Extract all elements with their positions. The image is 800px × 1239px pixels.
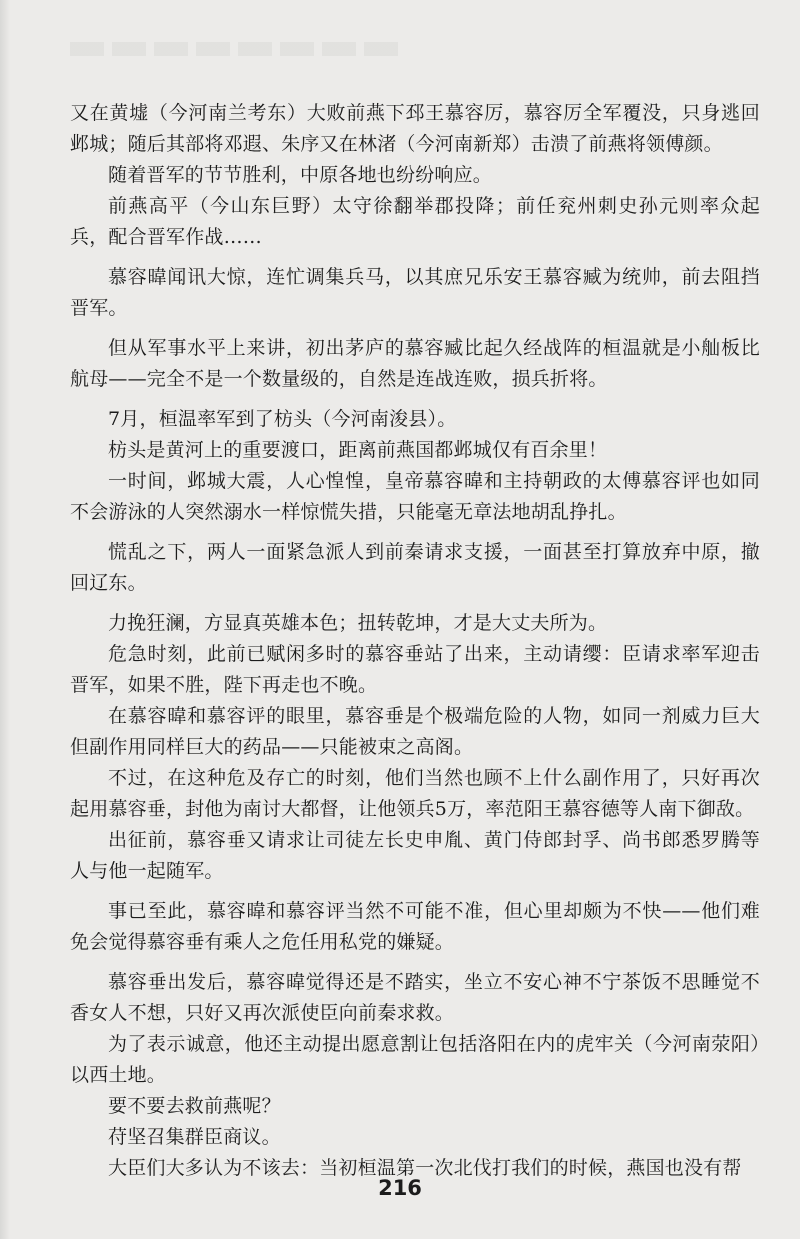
- page-number: 216: [378, 1176, 422, 1200]
- paragraph: 枋头是黄河上的重要渡口，距离前燕国都邺城仅有百余里！: [108, 439, 608, 461]
- paragraph: 要不要去救前燕呢？: [108, 1095, 281, 1117]
- paragraph: 7月，桓温率军到了枋头（今河南浚县）。: [108, 408, 457, 430]
- page-gutter-shadow: [0, 0, 10, 1239]
- paragraph: 为了表示诚意，他还主动提出愿意割让包括洛阳在内的虎牢关（今河南荥阳）以西土地。: [70, 1033, 760, 1086]
- paragraph: 一时间，邺城大震，人心惶惶，皇帝慕容暐和主持朝政的太傅慕容评也如同不会游泳的人突然溺水一样惊慌失措，只能毫无章法地胡乱挣扎。: [70, 470, 760, 523]
- paragraph: 在慕容暐和慕容评的眼里，慕容垂是个极端危险的人物，如同一剂威力巨大但副作用同样巨大的药品——只能被束之高阁。: [70, 705, 760, 758]
- paragraph: 前燕高平（今山东巨野）太守徐翻举郡投降；前任兖州刺史孙元则率众起兵，配合晋军作战……: [70, 195, 760, 248]
- paragraph: 不过，在这种危及存亡的时刻，他们当然也顾不上什么副作用了，只好再次起用慕容垂，封他为南讨大都督，让他领兵5万，率范阳王慕容德等人南下御敌。: [70, 767, 760, 820]
- paragraph: 慕容垂出发后，慕容暐觉得还是不踏实，坐立不安心神不宁茶饭不思睡觉不香女人不想，只好又再次派使臣向前秦求救。: [70, 971, 760, 1024]
- paragraph: 出征前，慕容垂又请求让司徒左长史申胤、黄门侍郎封孚、尚书郎悉罗腾等人与他一起随军。: [70, 829, 760, 882]
- paragraph: 慕容暐闻讯大惊，连忙调集兵马，以其庶兄乐安王慕容臧为统帅，前去阻挡晋军。: [70, 266, 760, 319]
- paragraph: 随着晋军的节节胜利，中原各地也纷纷响应。: [108, 164, 493, 186]
- faint-running-header: [70, 42, 400, 56]
- paragraph: 危急时刻，此前已赋闲多时的慕容垂站了出来，主动请缨：臣请求率军迎击晋军，如果不胜，陛下再走也不晚。: [70, 643, 760, 696]
- paragraph: 但从军事水平上来讲，初出茅庐的慕容臧比起久经战阵的桓温就是小舢板比航母——完全不是一个数量级的，自然是连战连败，损兵折将。: [70, 337, 760, 390]
- paragraph: 事已至此，慕容暐和慕容评当然不可能不准，但心里却颇为不快——他们难免会觉得慕容垂有乘人之危任用私党的嫌疑。: [70, 900, 760, 953]
- paragraph: 大臣们大多认为不该去：当初桓温第一次北伐打我们的时候，燕国也没有帮: [108, 1157, 742, 1179]
- paragraph: 慌乱之下，两人一面紧急派人到前秦请求支援，一面甚至打算放弃中原，撤回辽东。: [70, 541, 760, 594]
- body-text: [70, 98, 760, 1184]
- paragraph: 力挽狂澜，方显真英雄本色；扭转乾坤，才是大丈夫所为。: [108, 612, 608, 634]
- paragraph: 苻坚召集群臣商议。: [108, 1126, 281, 1148]
- paragraph: 又在黄墟（今河南兰考东）大败前燕下邳王慕容厉，慕容厉全军覆没，只身逃回邺城；随后其部将邓遐、朱序又在林渚（今河南新郑）击溃了前燕将领傅颜。: [70, 102, 760, 155]
